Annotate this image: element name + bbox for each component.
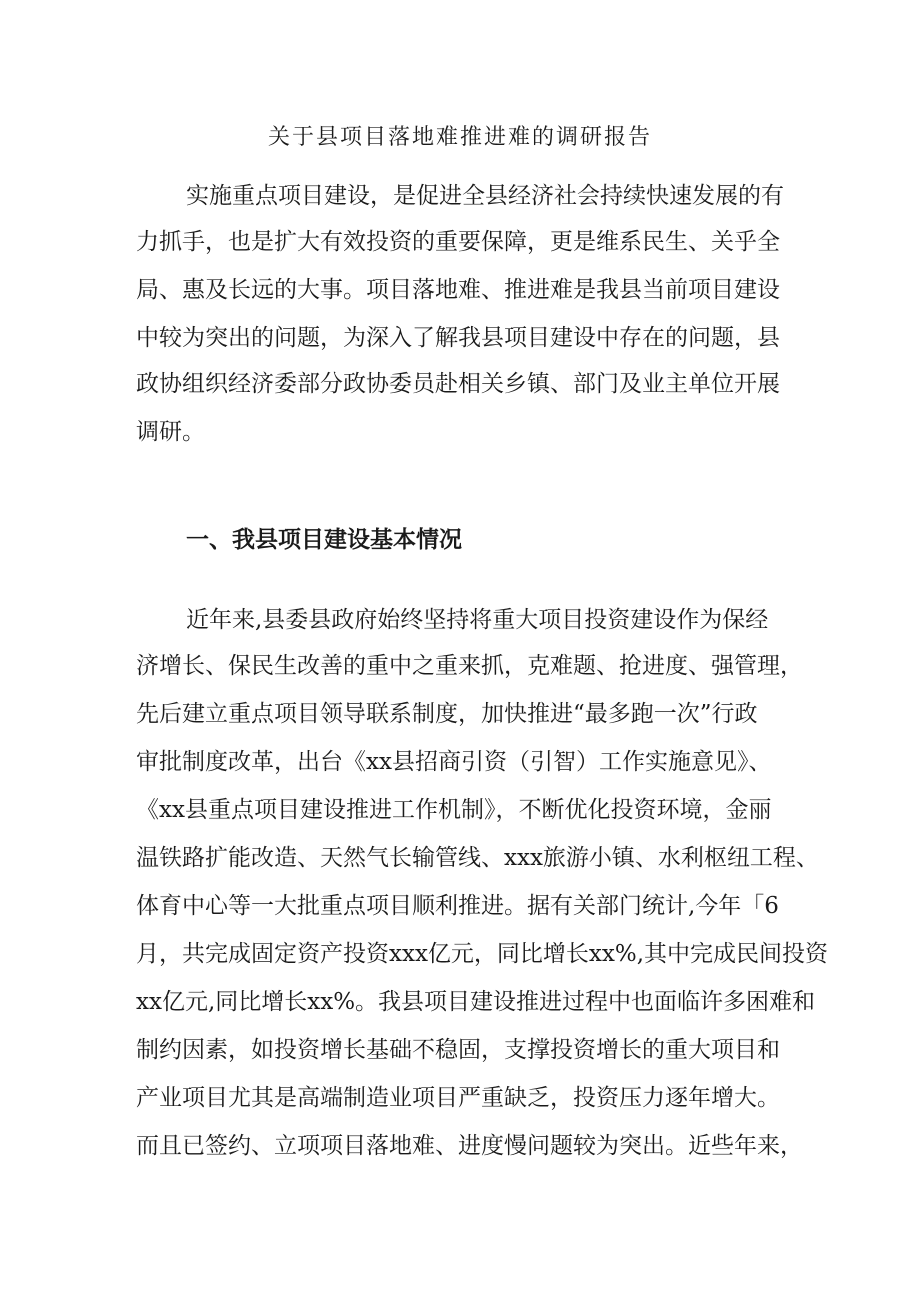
paragraph-line: 月，共完成固定资产投资xxx亿元，同比增长xx%,其中完成民间投资	[136, 941, 829, 967]
paragraph-line: 产业项目尤其是高端制造业项目严重缺乏，投资压力逐年增大。	[136, 1085, 780, 1111]
paragraph-line: xx亿元,同比增长xx%。我县项目建设推进过程中也面临许多困难和	[136, 989, 816, 1015]
paragraph-line: 先后建立重点项目领导联系制度，加快推进“最多跑一次”行政	[136, 701, 758, 727]
section-heading: 一、我县项目建设基本情况	[186, 526, 462, 553]
paragraph-line: 政协组织经济委部分政协委员赴相关乡镇、部门及业主单位开展	[136, 371, 780, 397]
paragraph-line: 而且已签约、立项项目落地难、进度慢问题较为突出。近些年来，	[136, 1133, 803, 1159]
paragraph-line: 《xx县重点项目建设推进工作机制》，不断优化投资环境，金丽	[136, 797, 772, 823]
paragraph-line: 济增长、保民生改善的重中之重来抓，克难题、抢进度、强管理，	[136, 653, 803, 679]
paragraph-line: 审批制度改革，出台《xx县招商引资（引智）工作实施意见》、	[136, 749, 772, 775]
document-title: 关于县项目落地难推进难的调研报告	[267, 125, 652, 150]
paragraph-line: 制约因素，如投资增长基础不稳固，支撑投资增长的重大项目和	[136, 1037, 780, 1063]
paragraph-line: 中较为突出的问题，为深入了解我县项目建设中存在的问题，县	[136, 325, 780, 351]
paragraph-line: 近年来,县委县政府始终坚持将重大项目投资建设作为保经	[186, 607, 769, 633]
paragraph-line: 调研。	[136, 419, 205, 445]
paragraph-line: 力抓手，也是扩大有效投资的重要保障，更是维系民生、关乎全	[136, 229, 780, 255]
paragraph-line: 实施重点项目建设，是促进全县经济社会持续快速发展的有	[186, 183, 784, 209]
paragraph-line: 温铁路扩能改造、天然气长输管线、xxx旅游小镇、水利枢纽工程、	[136, 845, 819, 871]
paragraph-line: 局、惠及长远的大事。项目落地难、推进难是我县当前项目建设	[136, 277, 780, 303]
paragraph-line: 体育中心等一大批重点项目顺利推进。据有关部门统计,今年「6	[136, 893, 779, 919]
